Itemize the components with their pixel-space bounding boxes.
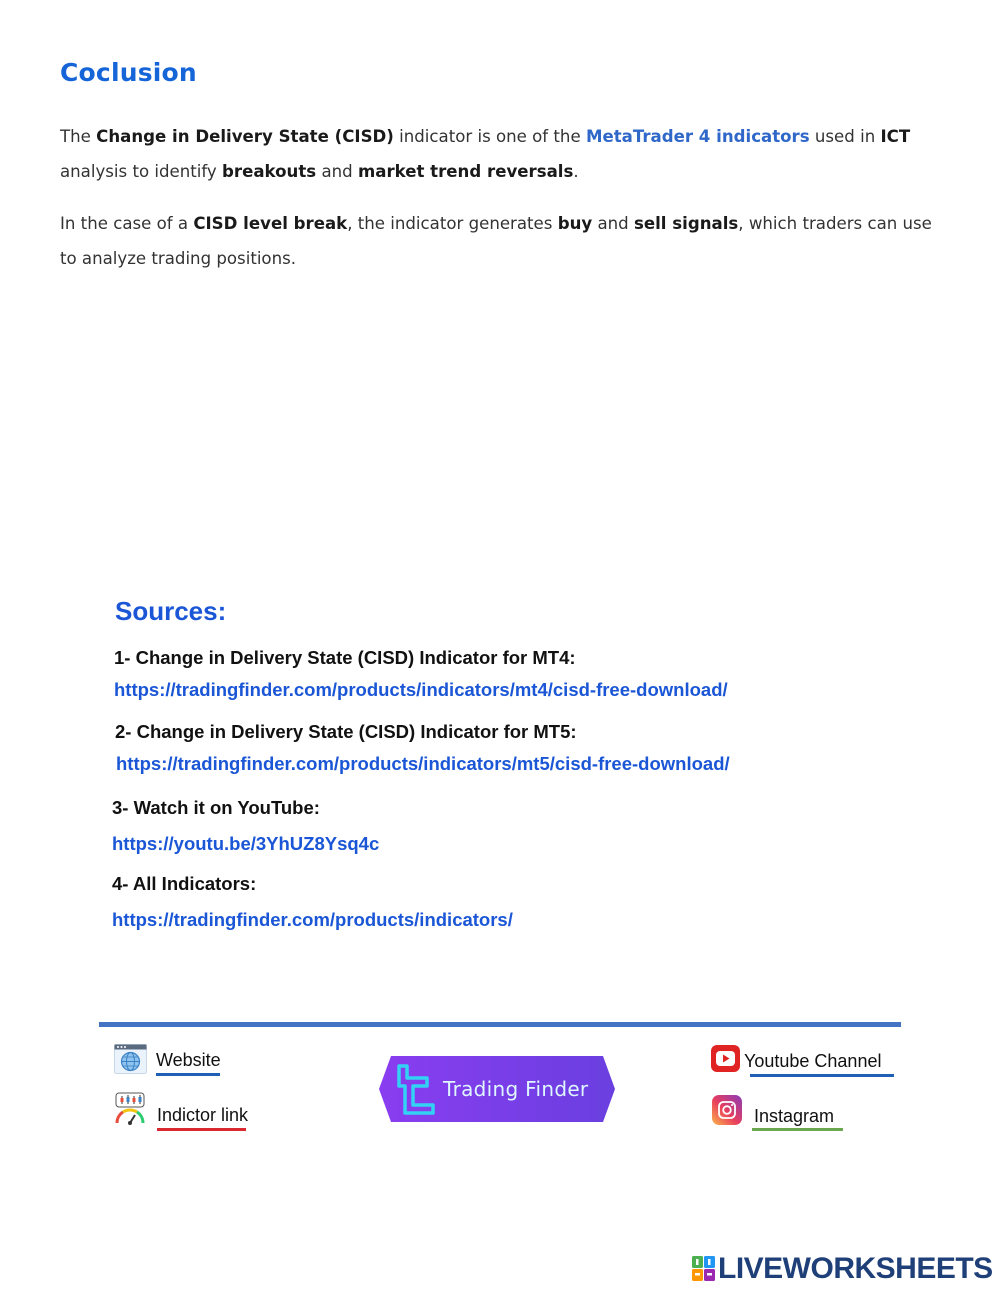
gauge-chart-icon[interactable] xyxy=(114,1092,147,1126)
text: , which traders can use to analyze trading positions. xyxy=(60,214,932,268)
text: used in xyxy=(809,127,881,146)
text: The xyxy=(60,127,97,146)
youtube-underline xyxy=(750,1074,894,1077)
liveworksheets-wordmark: LIVEWORKSHEETS xyxy=(718,1252,993,1285)
instagram-link[interactable]: Instagram xyxy=(754,1106,835,1126)
section-heading: Coclusion xyxy=(60,58,197,87)
source-link-4[interactable]: https://tradingfinder.com/products/indicators/ xyxy=(112,909,513,930)
globe-icon[interactable] xyxy=(114,1044,147,1074)
website-link[interactable]: Website xyxy=(156,1050,221,1070)
sources-title: Sources: xyxy=(115,596,227,626)
text: indicator is one of the xyxy=(393,127,586,146)
source-label-3: 3- Watch it on YouTube: xyxy=(112,797,320,818)
source-link-2[interactable]: https://tradingfinder.com/products/indicators/mt5/cisd-free-download/ xyxy=(116,753,730,774)
source-label-1: 1- Change in Delivery State (CISD) Indicator for MT4: xyxy=(114,647,576,668)
bold-text: breakouts xyxy=(222,162,317,181)
bold-text: sell signals xyxy=(633,214,739,233)
text: analysis to identify xyxy=(60,162,223,181)
website-underline xyxy=(156,1073,220,1076)
source-link-1[interactable]: https://tradingfinder.com/products/indicators/mt4/cisd-free-download/ xyxy=(114,679,728,700)
bold-text: Change in Delivery State (CISD) xyxy=(96,127,394,146)
bold-text: buy xyxy=(557,214,593,233)
text: , the indicator generates xyxy=(347,214,558,233)
text: and xyxy=(316,162,358,181)
bold-text: CISD level break xyxy=(193,214,348,233)
text: and xyxy=(592,214,634,233)
instagram-underline xyxy=(752,1128,843,1131)
instagram-icon[interactable] xyxy=(712,1095,742,1125)
source-label-4: 4- All Indicators: xyxy=(112,873,257,894)
trading-finder-logo[interactable] xyxy=(377,1053,617,1125)
source-link-3[interactable]: https://youtu.be/3YhUZ8Ysq4c xyxy=(112,833,380,854)
liveworksheets-logo-icon xyxy=(692,1256,716,1282)
metatrader-indicators-link[interactable]: MetaTrader 4 indicators xyxy=(585,127,810,146)
logo-text: Trading Finder xyxy=(443,1077,589,1101)
liveworksheets-brand[interactable] xyxy=(692,1252,993,1286)
conclusion-paragraph-2 xyxy=(60,206,950,276)
footer-divider xyxy=(99,1022,901,1027)
source-label-2: 2- Change in Delivery State (CISD) Indicator for MT5: xyxy=(115,721,577,742)
bold-text: ICT xyxy=(880,127,911,146)
indicator-underline xyxy=(157,1128,246,1131)
youtube-icon[interactable] xyxy=(711,1045,740,1072)
indicator-link[interactable]: Indictor link xyxy=(157,1105,249,1125)
text: In the case of a xyxy=(60,214,194,233)
bold-text: market trend reversals xyxy=(357,162,574,181)
text: . xyxy=(573,162,579,181)
conclusion-paragraph-1 xyxy=(60,119,950,189)
youtube-channel-link[interactable]: Youtube Channel xyxy=(744,1051,882,1071)
